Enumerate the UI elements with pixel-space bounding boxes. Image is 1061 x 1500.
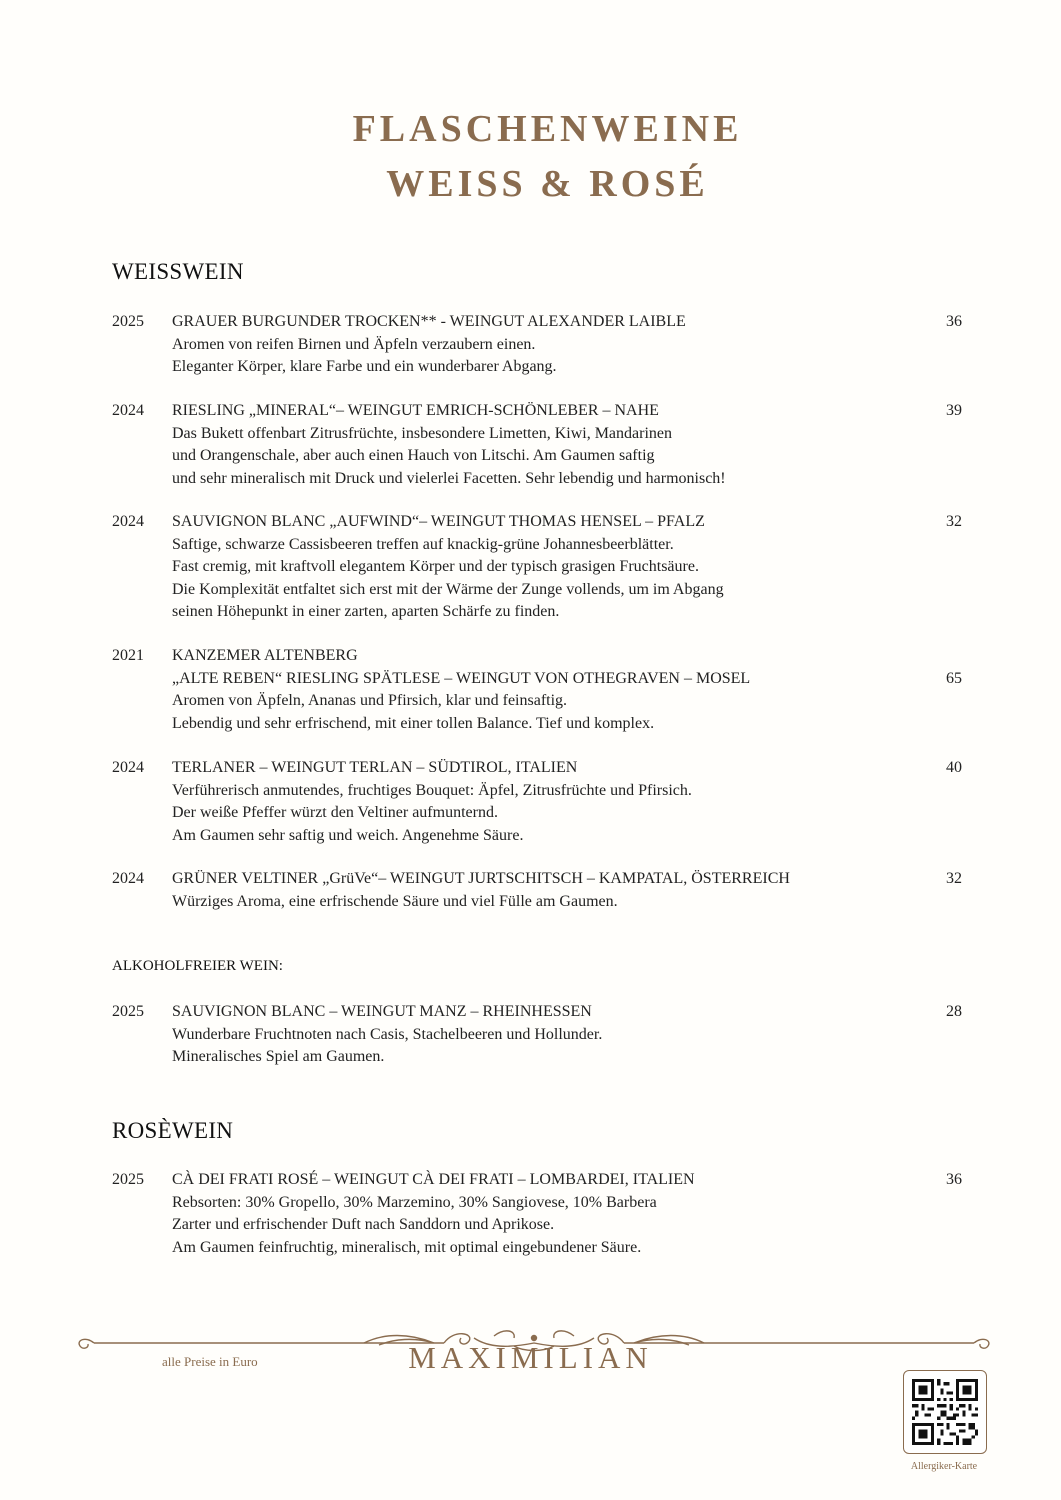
wine-name: KANZEMER ALTENBERG [172,647,358,664]
wine-description-line: Fast cremig, mit kraftvoll elegantem Körper und der typisch grasigen Fruchtsäure. [172,558,699,575]
wine-price: 32 [946,870,962,887]
wine-price: 40 [946,759,962,776]
wine-price: 32 [946,513,962,530]
wine-price: 39 [946,402,962,419]
section-heading-white: WEISSWEIN [112,259,244,284]
wine-year: 2024 [112,759,144,776]
page-title-line1: FLASCHENWEINE [352,108,743,150]
wine-description-line: Die Komplexität entfaltet sich erst mit der Wärme der Zunge vollends, um im Abgang [172,580,724,598]
wine-description-line: seinen Höhepunkt in einer zarten, aparten Schärfe zu finden. [172,603,560,620]
qr-code-label: Allergiker-Karte [910,1461,978,1472]
wine-name: GRAUER BURGUNDER TROCKEN** - WEINGUT ALEXANDER LAIBLE [172,313,686,330]
wine-name: SAUVIGNON BLANC „AUFWIND“– WEINGUT THOMAS HENSEL – PFALZ [172,513,705,530]
wine-name: RIESLING „MINERAL“– WEINGUT EMRICH-SCHÖNLEBER – NAHE [172,402,659,419]
wine-price: 65 [946,669,962,687]
wine-description-line: Zarter und erfrischender Duft nach Sanddorn und Aprikose. [172,1216,555,1233]
wine-description-line: Saftige, schwarze Cassisbeeren treffen auf knackig-grüne Johannesbeerblätter. [172,535,674,553]
wine-description-line: und Orangenschale, aber auch einen Hauch von Litschi. Am Gaumen saftig [172,447,655,464]
qr-code-icon [912,1379,978,1445]
wine-name: „ALTE REBEN“ RIESLING SPÄTLESE – WEINGUT VON OTHEGRAVEN – MOSEL [172,669,751,687]
wine-description-line: Am Gaumen feinfruchtig, mineralisch, mit optimal eingebundener Säure. [172,1238,642,1256]
wine-year: 2025 [112,1171,144,1188]
wine-year: 2025 [112,1003,144,1020]
wine-description-line: Das Bukett offenbart Zitrusfrüchte, insbesondere Limetten, Kiwi, Mandarinen [172,424,673,442]
wine-description-line: Lebendig und sehr erfrischend, mit einer tollen Balance. Tief und komplex. [172,714,655,732]
qr-code[interactable] [903,1370,987,1454]
wine-description-line: Verführerisch anmutendes, fruchtiges Bouquet: Äpfel, Zitrusfrüchte und Pfirsich. [172,781,692,799]
wine-description-line: Mineralisches Spiel am Gaumen. [172,1048,385,1065]
wine-name: GRÜNER VELTINER „GrüVe“– WEINGUT JURTSCHITSCH – KAMPATAL, ÖSTERREICH [172,870,790,887]
wine-name: CÀ DEI FRATI ROSÉ – WEINGUT CÀ DEI FRATI – LOMBARDEI, ITALIEN [172,1171,695,1188]
wine-description-line: und sehr mineralisch mit Druck und vielerlei Facetten. Sehr lebendig und harmonisch! [172,469,726,487]
section-heading-rose: ROSÈWEIN [112,1118,234,1143]
wine-year: 2024 [112,513,144,530]
wine-price: 36 [946,313,962,330]
wine-price: 28 [946,1003,962,1020]
wine-description-line: Eleganter Körper, klare Farbe und ein wunderbarer Abgang. [172,358,557,375]
page-title-line2: WEISS & ROSÉ [386,163,709,205]
wine-description-line: Wunderbare Fruchtnoten nach Casis, Stachelbeeren und Hollunder. [172,1025,603,1043]
wine-year: 2024 [112,402,144,419]
wine-description-line: Der weiße Pfeffer würzt den Veltiner aufmunternd. [172,804,498,821]
wine-description-line: Am Gaumen sehr saftig und weich. Angenehme Säure. [172,826,524,844]
wine-description-line: Würziges Aroma, eine erfrischende Säure und viel Fülle am Gaumen. [172,892,618,910]
wine-year: 2021 [112,647,144,664]
wine-price: 36 [946,1171,962,1188]
wine-description-line: Rebsorten: 30% Gropello, 30% Marzemino, 30% Sangiovese, 10% Barbera [172,1193,657,1211]
section-heading-nonalcoholic: ALKOHOLFREIER WEIN: [112,958,283,974]
wine-name: SAUVIGNON BLANC – WEINGUT MANZ – RHEINHESSEN [172,1003,592,1020]
wine-year: 2025 [112,313,144,330]
wine-name: TERLANER – WEINGUT TERLAN – SÜDTIROL, ITALIEN [172,759,578,776]
wine-description-line: Aromen von reifen Birnen und Äpfeln verzaubern einen. [172,335,536,353]
brand-logo-text: MAXIMILIAN [408,1340,653,1375]
wine-description-line: Aromen von Äpfeln, Ananas und Pfirsich, klar und feinsaftig. [172,692,568,709]
wine-year: 2024 [112,870,144,887]
price-note: alle Preise in Euro [162,1354,258,1369]
